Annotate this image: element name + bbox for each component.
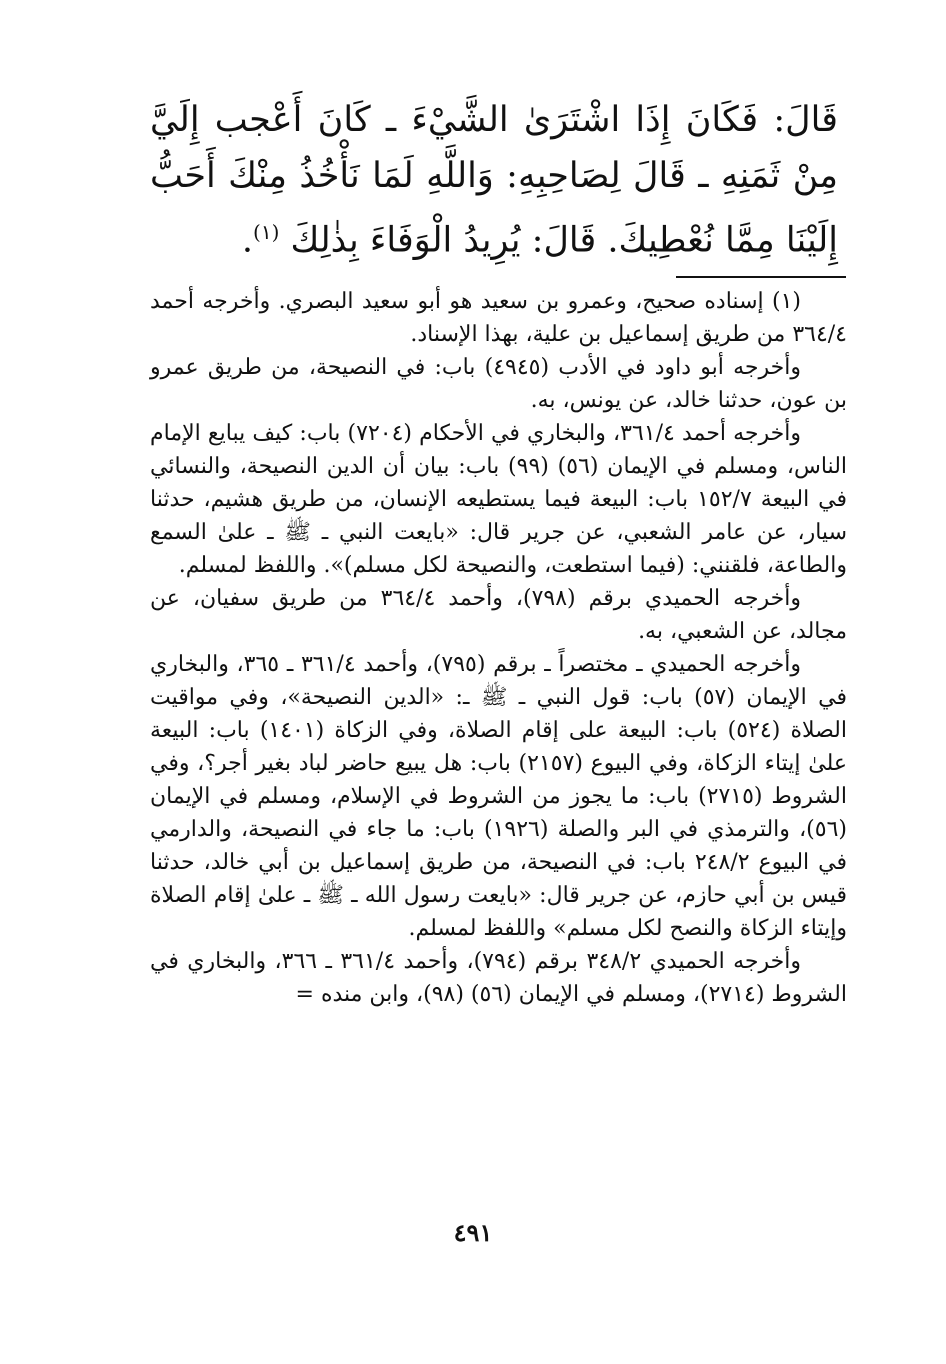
- footnote-paragraph: وأخرجه الحميدي ٣٤٨/٢ برقم (٧٩٤)، وأحمد ٣٦١/٤ ـ ٣٦٦، والبخاري في الشروط (٢٧١٤)، ومسلم في الإيمان (٥٦) (٩٨)، وابن منده =: [150, 949, 847, 1007]
- footnote-separator: [676, 276, 846, 278]
- footnote-paragraph: وأخرجه الحميدي برقم (٧٩٨)، وأحمد ٣٦٤/٤ من طريق سفيان، عن مجالد، عن الشعبي، به.: [150, 586, 847, 644]
- end-mark: .: [241, 220, 253, 261]
- footnote-marker: (١): [253, 220, 280, 244]
- footnote-paragraph: وأخرجه أحمد ٣٦١/٤، والبخاري في الأحكام (٧٢٠٤) باب: كيف يبايع الإمام الناس، ومسلم في الإيمان (٥٦) (٩٩) باب: بيان أن الدين النصيحة، والنسائي في البيعة ١٥٢/٧ باب: البيعة فيما يستطيعه الإنسان، من طريق هشيم، حدثنا سيار، عن عامر الشعبي، عن جرير قال: «بايعت النبي ـ ﷺ ـ علىٰ السمع والطاعة، فلقنني: (فيما استطعت، والنصيحة لكل مسلم)». واللفظ لمسلم.: [150, 421, 848, 578]
- footnote-paragraph: (١) إسناده صحيح، وعمرو بن سعيد هو أبو سعيد البصري. وأخرجه أحمد ٣٦٤/٤ من طريق إسماعيل بن علية، بهذا الإسناد.: [150, 289, 847, 347]
- main-paragraph: [150, 92, 838, 269]
- footnotes-section: [150, 285, 847, 1011]
- main-body: قَالَ: فَكَانَ إِذَا اشْتَرَىٰ الشَّيْءَ ـ كَانَ أَعْجب إِلَيَّ مِنْ ثَمَنِهِ ـ قَالَ لِصَاحِبِهِ: وَاللَّهِ لَمَا نَأْخُذُ مِنْكَ أَحَبُّ إِلَيْنَا مِمَّا نُعْطِيكَ. قَالَ: يُرِيدُ الْوَفَاءَ بِذٰلِكَ: [150, 100, 838, 261]
- page-number: ٤٩١: [453, 1218, 493, 1247]
- footnote-paragraph: وأخرجه أبو داود في الأدب (٤٩٤٥) باب: في النصيحة، من طريق عمرو بن عون، حدثنا خالد، عن يونس، به.: [150, 355, 847, 413]
- main-text: [150, 92, 838, 269]
- footnote-paragraph: وأخرجه الحميدي ـ مختصراً ـ برقم (٧٩٥)، وأحمد ٣٦١/٤ ـ ٣٦٥، والبخاري في الإيمان (٥٧) باب: قول النبي ـ ﷺ ـ: «الدين النصيحة»، وفي مواقيت الصلاة (٥٢٤) باب: البيعة على إقام الصلاة، وفي الزكاة (١٤٠١) باب: البيعة علىٰ إيتاء الزكاة، وفي البيوع (٢١٥٧) باب: هل يبيع حاضر لباد بغير أجر؟، وفي الشروط (٢٧١٥) باب: ما يجوز من الشروط في الإسلام، ومسلم في الإيمان (٥٦)، والترمذي في البر والصلة (١٩٢٦) باب: ما جاء في النصيحة، والدارمي في البيوع ٢٤٨/٢ باب: في النصيحة، من طريق إسماعيل بن أبي خالد، حدثنا قيس بن أبي حازم، عن جرير قال: «بايعت رسول الله ـ ﷺ ـ علىٰ إقام الصلاة وإيتاء الزكاة والنصح لكل مسلم» واللفظ لمسلم.: [150, 652, 847, 941]
